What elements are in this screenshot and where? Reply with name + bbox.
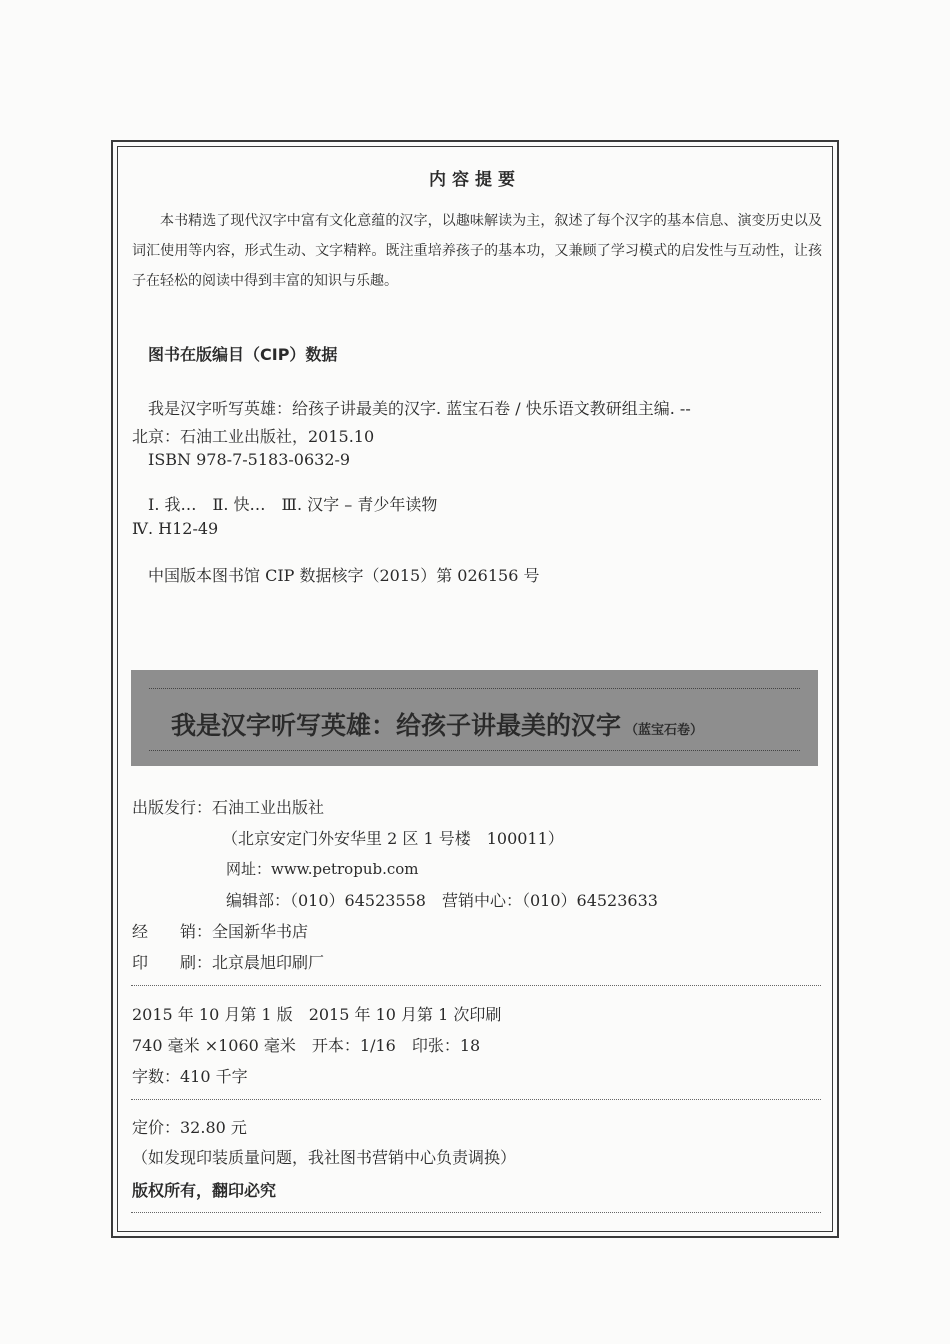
banner-subtitle: （蓝宝石卷） bbox=[625, 723, 704, 738]
printer: 印 刷：北京晨旭印刷厂 bbox=[132, 953, 325, 972]
edition-date: 2015 年 10 月第 1 版 2015 年 10 月第 1 次印刷 bbox=[132, 1005, 502, 1024]
summary-title: 内容提要 bbox=[429, 170, 521, 190]
cip-class-2: Ⅳ. H12-49 bbox=[132, 519, 219, 538]
publisher-phones: 编辑部：（010）64523558 营销中心：（010）64523633 bbox=[226, 891, 658, 910]
cip-line-2: 北京：石油工业出版社，2015.10 bbox=[132, 427, 375, 446]
divider-1 bbox=[131, 985, 821, 986]
summary-text: 本书精选了现代汉字中富有文化意蕴的汉字，以趣味解读为主，叙述了每个汉字的基本信息、演变历史以及词汇使用等内容，形式生动、文字精粹。既注重培养孩子的基本功，又兼顾了学习模式的启发性与互动性，让孩子在轻松的阅读中得到丰富的知识与乐趣。 bbox=[132, 213, 822, 289]
divider-3 bbox=[131, 1212, 821, 1213]
banner-title bbox=[171, 706, 703, 742]
title-banner bbox=[131, 670, 818, 766]
publisher-website: 网址：www.petropub.com bbox=[226, 860, 419, 878]
edition-format: 740 毫米 ×1060 毫米 开本：1/16 印张：18 bbox=[132, 1036, 481, 1055]
price-label: 定价：32.80 元 bbox=[132, 1118, 247, 1137]
cip-isbn: ISBN 978-7-5183-0632-9 bbox=[148, 450, 351, 469]
banner-title-text: 我是汉字听写英雄：给孩子讲最美的汉字 bbox=[171, 711, 622, 740]
copyright-notice: 版权所有，翻印必究 bbox=[132, 1181, 277, 1200]
divider-2 bbox=[131, 1099, 821, 1100]
cip-class-1: Ⅰ. 我… Ⅱ. 快… Ⅲ. 汉字 – 青少年读物 bbox=[148, 495, 438, 514]
banner-dash-bottom bbox=[149, 750, 800, 751]
edition-words: 字数：410 千字 bbox=[132, 1067, 248, 1086]
distributor: 经 销：全国新华书店 bbox=[132, 922, 309, 941]
cip-line-1: 我是汉字听写英雄：给孩子讲最美的汉字. 蓝宝石卷 / 快乐语文教研组主编. -- bbox=[148, 399, 691, 418]
price-notice: （如发现印装质量问题，我社图书营销中心负责调换） bbox=[132, 1148, 517, 1167]
publisher-address: （北京安定门外安华里 2 区 1 号楼 100011） bbox=[222, 829, 564, 848]
publisher-label: 出版发行：石油工业出版社 bbox=[132, 798, 325, 817]
banner-dash-top bbox=[149, 688, 800, 689]
cip-heading: 图书在版编目（CIP）数据 bbox=[148, 345, 338, 364]
cip-note: 中国版本图书馆 CIP 数据核字（2015）第 026156 号 bbox=[148, 566, 540, 585]
